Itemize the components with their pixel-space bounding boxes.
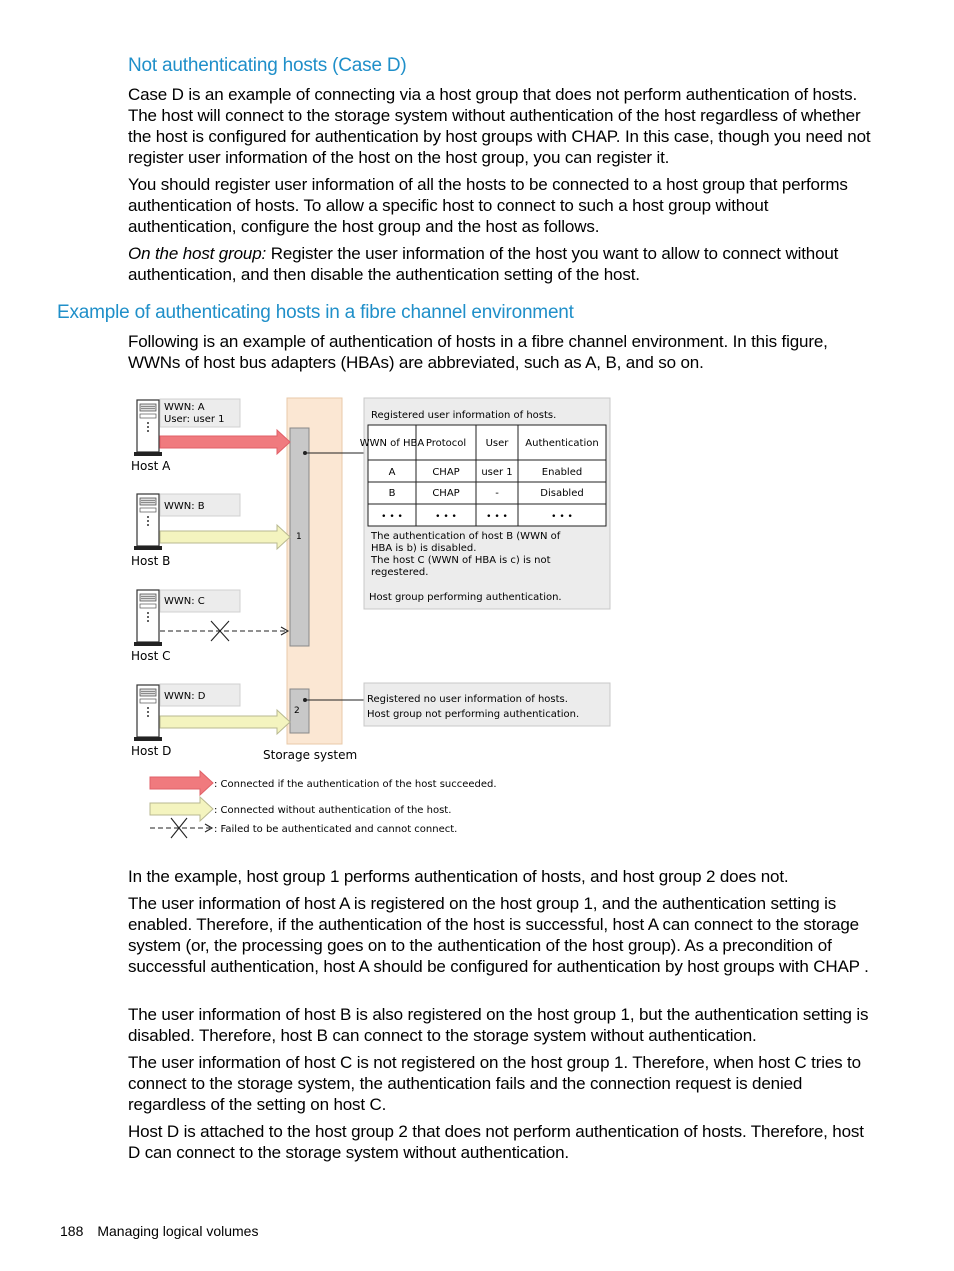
table-note-line: The host C (WWN of HBA is c) is not [371, 555, 551, 566]
table-cell: - [495, 488, 499, 499]
example-paragraph-5: Host D is attached to the host group 2 that does not perform authentication of hosts. Therefore, host D can connect to the storage system without authentication. [128, 1122, 864, 1162]
registered-info-title: Registered user information of hosts. [371, 410, 557, 421]
legend-success-text: : Connected if the authentication of the host succeeded. [214, 779, 497, 790]
case-d-paragraph-2: You should register user information of all the hosts to be connected to a host group that performs authentication of hosts. To allow a specific host to connect to such a host group without authentication, configure the host group and the host as follows. [128, 175, 848, 236]
host-b-label: Host B [131, 554, 171, 568]
table-cell: CHAP [432, 467, 460, 478]
storage-system-label: Storage system [263, 748, 358, 762]
legend-failed-symbol [150, 818, 212, 838]
table-note-line: The authentication of host B (WWN of [371, 531, 561, 542]
host-d-server-icon [134, 685, 162, 741]
table-header-user: User [485, 438, 509, 449]
table-cell: Enabled [541, 467, 583, 478]
table-cell: • • • [551, 512, 573, 522]
table-cell: Disabled [540, 488, 584, 499]
table-header-authentication: Authentication [525, 438, 599, 449]
legend-failed-text: : Failed to be authenticated and cannot connect. [214, 824, 458, 835]
table-note-line: HBA is b) is disabled. [371, 543, 477, 554]
host-group-2-number: 2 [294, 706, 300, 716]
table-cell: • • • [435, 512, 457, 522]
group-2-line: Host group not performing authentication. [367, 709, 580, 720]
host-a-success-arrow [160, 430, 290, 454]
host-c-server-icon [134, 590, 162, 646]
host-group-label: On the host group: [128, 244, 267, 263]
host-d-label: Host D [131, 744, 172, 758]
host-a-server-icon [134, 400, 162, 456]
section-heading-fibre-channel: Example of authenticating hosts in a fibre channel environment [57, 302, 574, 323]
legend-noauth-arrow [150, 797, 213, 821]
table-note-line: regestered. [371, 567, 429, 578]
case-d-paragraph-1: Case D is an example of connecting via a host group that does not perform authentication of hosts. The host will connect to the storage system without authentication of the host regardless of whether the host is configured for authentication by host groups with CHAP. In this case, though you need not register user information of the host on the host group, you can register it. [128, 85, 871, 167]
table-cell: CHAP [432, 488, 460, 499]
example-paragraph-1: In the example, host group 1 performs authentication of hosts, and host group 2 does not. [128, 867, 789, 886]
host-c-wwn: WWN: C [164, 596, 205, 607]
example-paragraph-3: The user information of host B is also registered on the host group 1, but the authentication setting is disabled. Therefore, host B can connect to the storage system without authentication. [128, 1005, 869, 1045]
host-c-failed-connection [160, 621, 288, 641]
table-cell: A [388, 467, 396, 478]
host-a-label: Host A [131, 459, 171, 473]
table-header-protocol: Protocol [425, 438, 467, 449]
host-b-noauth-arrow [160, 525, 290, 549]
footer-title: Managing logical volumes [97, 1223, 259, 1239]
table-cell: user 1 [481, 467, 513, 478]
group-1-caption: Host group performing authentication. [369, 592, 562, 603]
host-c-label: Host C [131, 649, 171, 663]
legend-success-arrow [150, 771, 213, 795]
page-footer [60, 1223, 258, 1239]
host-group-1-number: 1 [296, 532, 302, 542]
table-cell: • • • [381, 512, 403, 522]
host-d-noauth-arrow [160, 710, 290, 734]
table-header-wwn: WWN of HBA [359, 438, 425, 449]
example-paragraph-2: The user information of host A is registered on the host group 1, and the authentication setting is enabled. Therefore, if the authentication of the host is successful, host A can connect to the storage system (or, the processing goes on to the authentication of the host group). As a precondition of successful authentication, host A should be configured for authentication by host groups with CHAP . [128, 894, 869, 976]
host-d-wwn: WWN: D [164, 691, 206, 702]
fibre-channel-intro: Following is an example of authentication of hosts in a fibre channel environment. In this figure, WWNs of host bus adapters (HBAs) are abbreviated, such as A, B, and so on. [128, 332, 828, 372]
host-a-user: User: user 1 [164, 414, 225, 425]
table-cell: B [388, 488, 396, 499]
host-b-server-icon [134, 494, 162, 550]
section-heading-case-d: Not authenticating hosts (Case D) [128, 55, 407, 76]
legend-noauth-text: : Connected without authentication of the host. [214, 805, 452, 816]
group-2-line: Registered no user information of hosts. [367, 694, 568, 705]
table-cell: • • • [486, 512, 508, 522]
example-paragraph-4: The user information of host C is not registered on the host group 1. Therefore, when host C tries to connect to the storage system, the authentication fails and the connection request is denied regardless of the setting on host C. [128, 1053, 861, 1114]
page-number: 188 [60, 1223, 84, 1239]
host-group-instruction: Register the user information of the host you want to allow to connect without authentication, and then disable the authentication setting of the host. [128, 244, 839, 284]
host-b-wwn: WWN: B [164, 501, 205, 512]
host-a-wwn: WWN: A [164, 402, 205, 413]
